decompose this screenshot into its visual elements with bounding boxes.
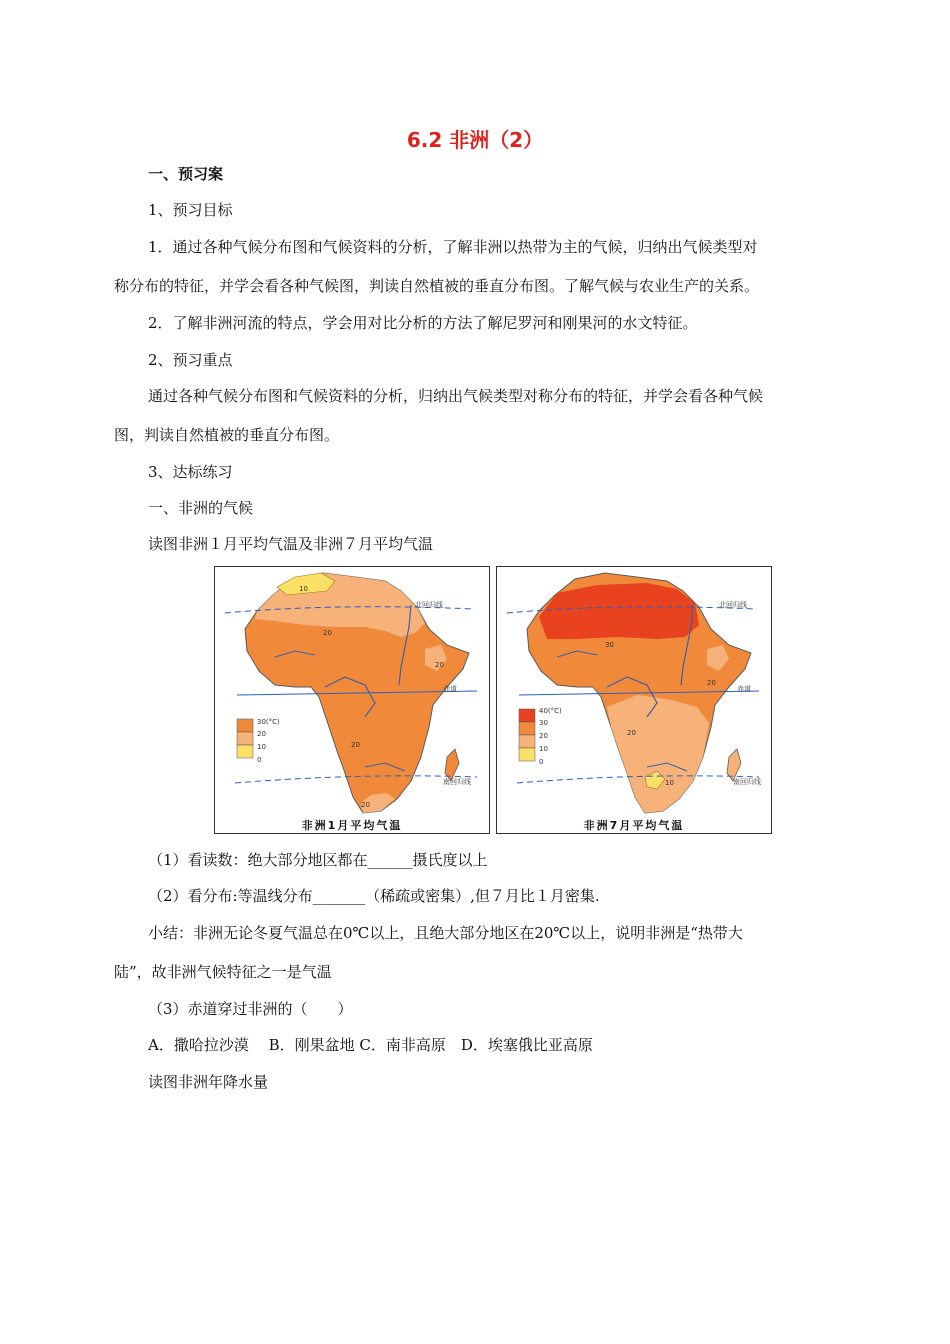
map-jan-caption: 非洲1月平均气温 [301, 819, 403, 832]
isotherm-label: 20 [361, 801, 370, 809]
key-line1: 通过各种气候分布图和气候资料的分析，归纳出气候类型对称分布的特征，并学会看各种气候 [148, 387, 764, 405]
label-tropic-south: 南回归线 [443, 778, 471, 786]
question-1: （1）看读数：绝大部分地区都在______摄氏度以上 [148, 851, 488, 869]
isotherm-label: 10 [299, 585, 308, 593]
africa-map-jan [215, 567, 489, 817]
legend-label: 0 [539, 758, 544, 766]
legend-label: 20 [539, 732, 548, 740]
summary-line1: 小结：非洲无论冬夏气温总在0℃以上，且绝大部分地区在20℃以上，说明非洲是“热带大 [148, 924, 743, 942]
question-3: （3）赤道穿过非洲的（ ） [148, 1000, 353, 1018]
legend-label: 40(°C) [539, 707, 562, 715]
map-january-temperature [214, 566, 490, 834]
label-tropic-south: 南回归线 [733, 778, 761, 786]
isotherm-label: 20 [435, 661, 444, 669]
label-tropic-north: 北回归线 [415, 601, 443, 609]
legend-label: 30 [539, 719, 548, 727]
read-maps-instruction: 读图非洲１月平均气温及非洲７月平均气温 [148, 535, 434, 553]
label-equator: 赤道 [737, 685, 751, 693]
africa-map-jul [497, 567, 771, 817]
legend-label: 10 [539, 745, 548, 753]
goals-heading: 1、预习目标 [148, 201, 233, 219]
goal2: 2．了解非洲河流的特点，学会用对比分析的方法了解尼罗河和刚果河的水文特征。 [148, 314, 698, 332]
legend-label: 30(°C) [257, 718, 280, 726]
goal1-line1: 1．通过各种气候分布图和气候资料的分析，了解非洲以热带为主的气候，归纳出气候类型对 [148, 238, 758, 256]
goal1-line2: 称分布的特征，并学会看各种气候图，判读自然植被的垂直分布图。了解气候与农业生产的关系。 [114, 277, 760, 295]
label-tropic-north: 北回归线 [719, 601, 747, 609]
page-title: 6.2 非洲（2） [406, 128, 544, 152]
label-equator: 赤道 [443, 685, 457, 693]
map-july-temperature [496, 566, 772, 834]
isotherm-label: 20 [707, 679, 716, 687]
key-line2: 图，判读自然植被的垂直分布图。 [114, 426, 340, 444]
isotherm-label: 10 [665, 779, 674, 787]
isotherm-label: 20 [351, 741, 360, 749]
isotherm-label: 20 [323, 629, 332, 637]
climate-heading: 一、非洲的气候 [148, 499, 254, 517]
summary-line2: 陆”，故非洲气候特征之一是气温 [114, 963, 332, 981]
legend-label: 10 [257, 743, 266, 751]
legend-label: 0 [257, 756, 262, 764]
map-jul-caption: 非洲7月平均气温 [583, 819, 685, 832]
read-precipitation-instruction: 读图非洲年降水量 [148, 1073, 269, 1091]
legend-label: 20 [257, 730, 266, 738]
question-3-options: A．撒哈拉沙漠 B．刚果盆地 C．南非高原 D．埃塞俄比亚高原 [148, 1036, 593, 1054]
practice-heading: 3、达标练习 [148, 463, 233, 481]
isotherm-label: 20 [627, 729, 636, 737]
section-heading: 一、预习案 [148, 165, 224, 183]
key-heading: 2、预习重点 [148, 351, 233, 369]
question-2: （2）看分布:等温线分布_______（稀疏或密集）,但７月比１月密集. [148, 887, 600, 905]
isotherm-label: 30 [605, 641, 614, 649]
